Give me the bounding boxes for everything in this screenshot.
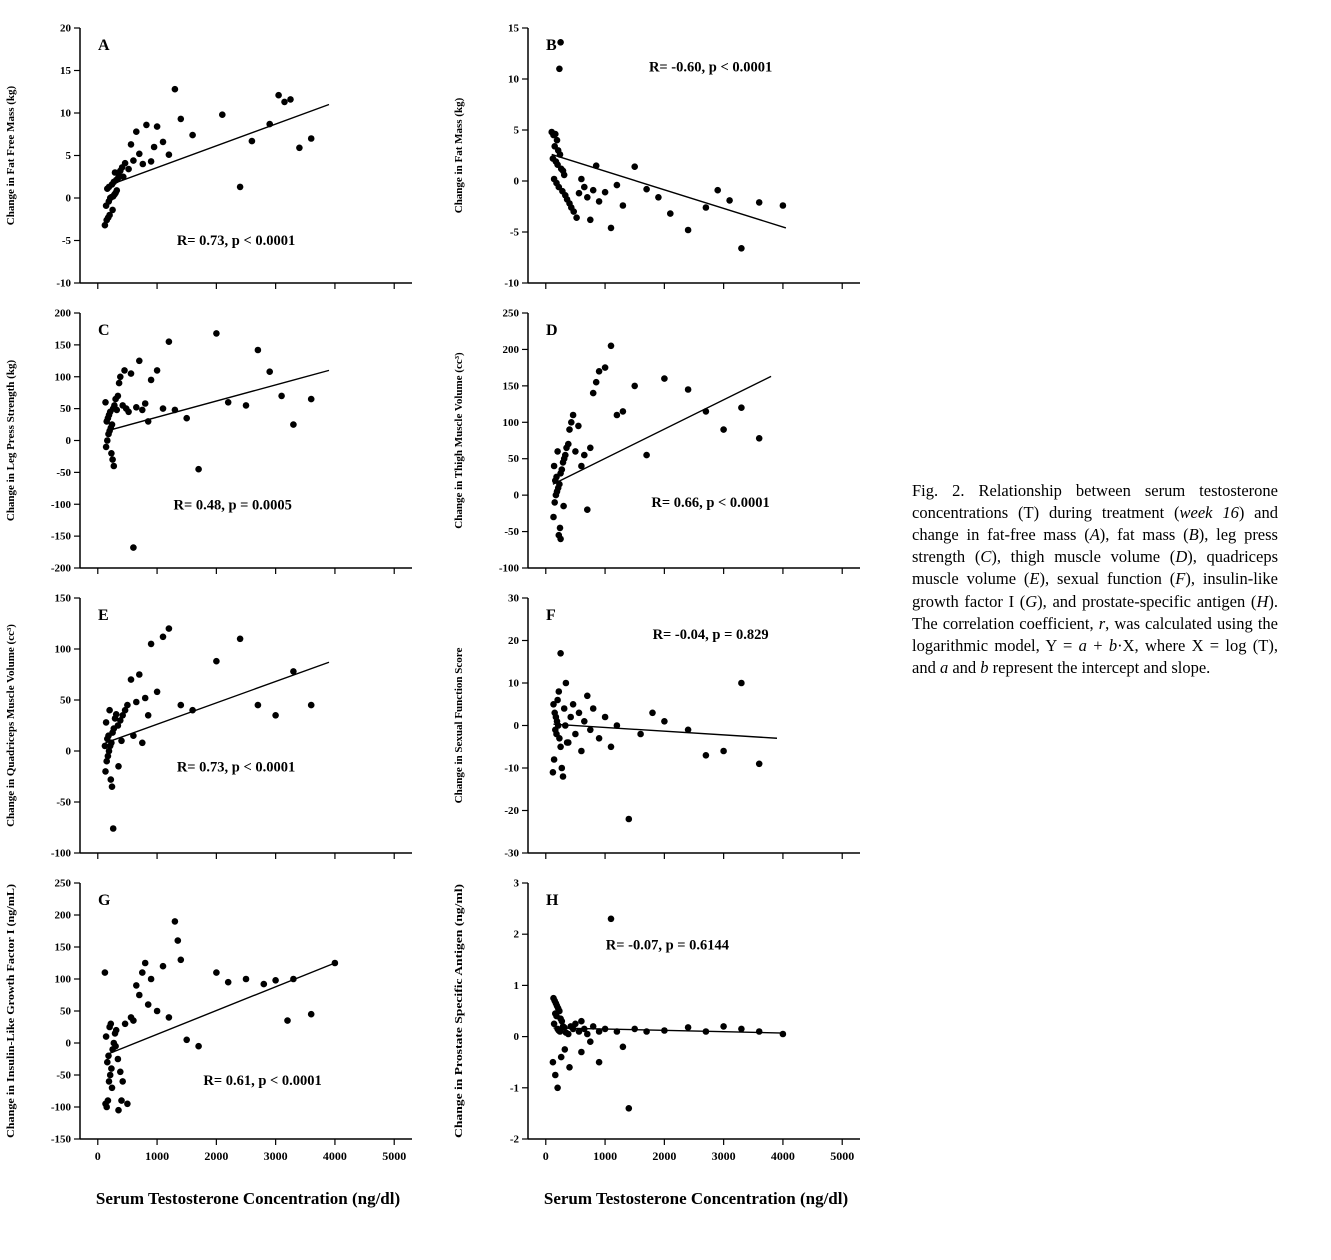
scatter-plot-E <box>0 582 448 867</box>
svg-text:150: 150 <box>54 592 71 605</box>
y-tick-labels <box>504 593 528 860</box>
caption-text: D <box>1175 547 1188 567</box>
svg-text:-10: -10 <box>504 277 519 290</box>
svg-text:-50: -50 <box>56 466 71 479</box>
x-tick-labels <box>546 568 842 574</box>
caption-text: C <box>980 547 992 567</box>
svg-text:-10: -10 <box>56 277 71 290</box>
y-tick-labels <box>51 308 80 575</box>
caption-text: F <box>1175 569 1186 589</box>
regression-line <box>553 724 777 738</box>
svg-text:2000: 2000 <box>204 1149 229 1163</box>
caption-text: represent the intercept and slope. <box>988 657 1211 677</box>
svg-text:0: 0 <box>513 1031 519 1044</box>
svg-text:3000: 3000 <box>263 1149 288 1163</box>
svg-text:50: 50 <box>60 403 71 416</box>
svg-text:0: 0 <box>513 175 519 188</box>
panel-letter: H <box>546 892 559 909</box>
regression-line <box>107 370 329 431</box>
caption-text: ), sexual function ( <box>1039 569 1176 589</box>
caption-text: ), fat mass ( <box>1099 525 1189 545</box>
svg-text:5: 5 <box>65 150 71 162</box>
svg-text:-150: -150 <box>50 1133 71 1146</box>
correlation-annotation: R= -0.04, p = 0.829 <box>652 626 769 643</box>
svg-text:100: 100 <box>502 416 519 429</box>
y-tick-labels <box>510 878 528 1146</box>
data-points <box>102 330 314 551</box>
scatter-plot-B <box>448 12 896 297</box>
svg-text:-50: -50 <box>56 1069 71 1082</box>
panel-d-thigh-volume-chart <box>448 297 896 582</box>
svg-text:-100: -100 <box>50 1101 71 1114</box>
caption-text: ), thigh muscle volume ( <box>991 547 1176 567</box>
data-points <box>102 86 315 229</box>
svg-text:150: 150 <box>502 380 519 393</box>
svg-text:0: 0 <box>65 1037 71 1050</box>
svg-text:-5: -5 <box>61 235 71 247</box>
svg-text:0: 0 <box>542 1149 549 1163</box>
correlation-annotation: R= 0.48, p = 0.0005 <box>173 497 292 514</box>
y-axis-label: Change in Sexual Function Score <box>453 647 465 804</box>
svg-text:200: 200 <box>54 909 71 922</box>
panel-letter: F <box>546 607 556 624</box>
svg-text:4000: 4000 <box>770 1149 795 1163</box>
svg-text:-200: -200 <box>50 562 71 575</box>
caption-text: A <box>1089 525 1100 545</box>
caption-text: r <box>1098 613 1106 633</box>
x-tick-labels <box>98 283 394 289</box>
panel-g-igf1-chart <box>0 867 448 1183</box>
panel-letter: D <box>546 322 558 339</box>
svg-text:1000: 1000 <box>593 1149 618 1163</box>
svg-text:15: 15 <box>508 22 519 35</box>
caption-text: b <box>980 657 989 677</box>
svg-text:-50: -50 <box>504 526 519 539</box>
caption-text: b <box>1108 635 1118 655</box>
svg-text:250: 250 <box>54 877 71 890</box>
panel-letter: G <box>98 892 111 909</box>
y-axis-label: Change in Insulin-Like Growth Factor I (ng/mL) <box>5 907 17 1138</box>
caption-text: ), leg press strength ( <box>912 525 1278 567</box>
svg-text:-1: -1 <box>509 1082 519 1095</box>
panel-letter: B <box>546 37 557 54</box>
svg-text:0: 0 <box>94 1149 101 1163</box>
regression-line <box>553 376 771 484</box>
plot-column-right <box>448 12 896 1209</box>
svg-text:1000: 1000 <box>145 1149 170 1163</box>
axes <box>80 598 412 853</box>
panel-b-fat-mass-chart <box>448 12 896 297</box>
svg-text:10: 10 <box>60 107 71 120</box>
svg-text:50: 50 <box>508 453 519 466</box>
correlation-annotation: R= 0.61, p < 0.0001 <box>203 1073 322 1090</box>
scatter-plot-A <box>0 12 448 297</box>
scatter-plot-H <box>448 867 896 1183</box>
svg-text:50: 50 <box>60 1005 71 1018</box>
correlation-annotation: R= -0.60, p < 0.0001 <box>648 59 773 76</box>
svg-text:0: 0 <box>65 435 71 447</box>
scatter-plot-F <box>448 582 896 867</box>
svg-text:250: 250 <box>502 307 519 320</box>
panel-letter: E <box>98 607 109 624</box>
plot-column-left <box>0 12 448 1209</box>
svg-text:-50: -50 <box>56 796 71 809</box>
data-points <box>102 625 315 832</box>
svg-text:0: 0 <box>513 720 519 732</box>
svg-text:2000: 2000 <box>652 1149 677 1163</box>
x-tick-labels <box>98 568 394 574</box>
svg-text:15: 15 <box>60 65 71 77</box>
svg-text:3: 3 <box>513 877 519 890</box>
regression-line <box>107 105 329 187</box>
svg-text:-2: -2 <box>509 1133 519 1146</box>
svg-text:50: 50 <box>60 694 71 707</box>
y-axis-label: Change in Prostate Specific Antigen (ng/ml) <box>453 932 465 1138</box>
svg-text:-10: -10 <box>504 762 519 775</box>
y-tick-labels <box>499 308 528 575</box>
svg-text:1: 1 <box>513 979 519 992</box>
scatter-plot-D <box>448 297 896 582</box>
correlation-annotation: R= 0.73, p < 0.0001 <box>176 759 296 776</box>
caption-text: a <box>1078 635 1087 655</box>
svg-text:5000: 5000 <box>382 1149 407 1163</box>
caption-text: ) and change in fat-free mass ( <box>912 503 1279 545</box>
caption-text: Fig. 2. Relationship between serum testosterone concentrations (T) during treatment ( <box>912 481 1278 523</box>
svg-text:0: 0 <box>65 745 71 758</box>
svg-text:20: 20 <box>508 635 519 647</box>
caption-text: E <box>1029 569 1040 589</box>
svg-text:100: 100 <box>54 371 71 384</box>
svg-text:5000: 5000 <box>830 1149 855 1163</box>
scatter-plot-C <box>0 297 448 582</box>
panel-e-quadriceps-volume-chart <box>0 582 448 867</box>
caption-text: ), quadriceps muscle volume ( <box>912 547 1278 589</box>
caption-text: H <box>1256 591 1269 611</box>
x-tick-labels <box>543 1139 854 1163</box>
figure-caption <box>912 480 1278 679</box>
regression-line <box>552 154 786 227</box>
correlation-annotation: R= -0.07, p = 0.6144 <box>605 937 730 954</box>
svg-text:-5: -5 <box>509 226 519 239</box>
svg-text:10: 10 <box>508 677 519 690</box>
caption-text: B <box>1188 525 1199 545</box>
y-tick-labels <box>51 878 80 1146</box>
panel-f-sexual-function-chart <box>448 582 896 867</box>
svg-text:2: 2 <box>513 928 519 941</box>
panel-c-leg-press-strength-chart <box>0 297 448 582</box>
caption-text: + <box>1086 635 1109 655</box>
caption-text: ), and prostate-specific antigen ( <box>1037 591 1257 611</box>
svg-text:100: 100 <box>54 643 71 656</box>
y-axis-label: Change in Fat Mass (kg) <box>453 97 465 214</box>
y-axis-label: Change in Leg Press Strength (kg) <box>5 359 17 522</box>
axes <box>80 883 412 1139</box>
caption-text: and <box>948 657 981 677</box>
svg-text:3000: 3000 <box>711 1149 736 1163</box>
svg-text:0: 0 <box>513 489 519 502</box>
correlation-annotation: R= 0.73, p < 0.0001 <box>176 232 296 249</box>
svg-text:-100: -100 <box>50 498 71 511</box>
x-tick-labels <box>95 1139 406 1163</box>
y-tick-labels <box>56 23 80 290</box>
svg-text:-20: -20 <box>504 805 519 817</box>
svg-text:-150: -150 <box>50 530 71 543</box>
axes <box>528 883 860 1139</box>
panel-letter: A <box>98 37 110 54</box>
x-tick-labels <box>546 853 842 859</box>
x-axis-label-left: Serum Testosterone Concentration (ng/dl) <box>95 1189 401 1208</box>
panel-a-fat-free-mass-chart <box>0 12 448 297</box>
caption-text: week 16 <box>1179 503 1239 523</box>
svg-text:200: 200 <box>54 307 71 320</box>
svg-text:20: 20 <box>60 22 71 35</box>
caption-text: ), insulin-like growth factor I ( <box>912 569 1278 611</box>
regression-line <box>107 963 335 1055</box>
caption-text: G <box>1025 591 1038 611</box>
scatter-plot-G <box>0 867 448 1183</box>
axes <box>528 313 860 568</box>
svg-text:5: 5 <box>513 124 519 137</box>
x-tick-labels <box>98 853 394 859</box>
axes <box>80 313 412 568</box>
y-tick-labels <box>504 23 528 290</box>
svg-text:30: 30 <box>508 592 519 605</box>
caption-text: ). The correlation coefficient, <box>912 591 1278 633</box>
x-axis-label-right: Serum Testosterone Concentration (ng/dl) <box>543 1189 849 1208</box>
panel-h-psa-chart <box>448 867 896 1183</box>
correlation-annotation: R= 0.66, p < 0.0001 <box>651 494 770 511</box>
caption-text: a <box>939 657 949 677</box>
svg-text:-100: -100 <box>498 562 519 575</box>
svg-text:-30: -30 <box>504 847 519 860</box>
y-axis-label: Change in Fat Free Mass (kg) <box>5 85 17 226</box>
caption-text: , was calculated using the logarithmic model, Y = <box>912 613 1278 655</box>
data-points <box>550 650 763 822</box>
x-tick-labels <box>546 283 842 289</box>
svg-text:4000: 4000 <box>322 1149 347 1163</box>
svg-text:-100: -100 <box>50 847 71 860</box>
panel-letter: C <box>98 322 110 339</box>
svg-text:150: 150 <box>54 941 71 954</box>
y-axis-label: Change in Thigh Muscle Volume (cc³) <box>453 352 465 529</box>
svg-text:10: 10 <box>508 73 519 86</box>
svg-text:200: 200 <box>502 343 519 356</box>
y-axis-label: Change in Quadriceps Muscle Volume (cc³) <box>5 624 17 827</box>
caption-text: ·X, where X = log (T), and <box>912 635 1278 677</box>
svg-text:100: 100 <box>54 973 71 986</box>
svg-text:0: 0 <box>65 192 71 205</box>
svg-text:150: 150 <box>54 339 71 352</box>
y-tick-labels <box>51 593 80 860</box>
data-points <box>550 343 762 543</box>
